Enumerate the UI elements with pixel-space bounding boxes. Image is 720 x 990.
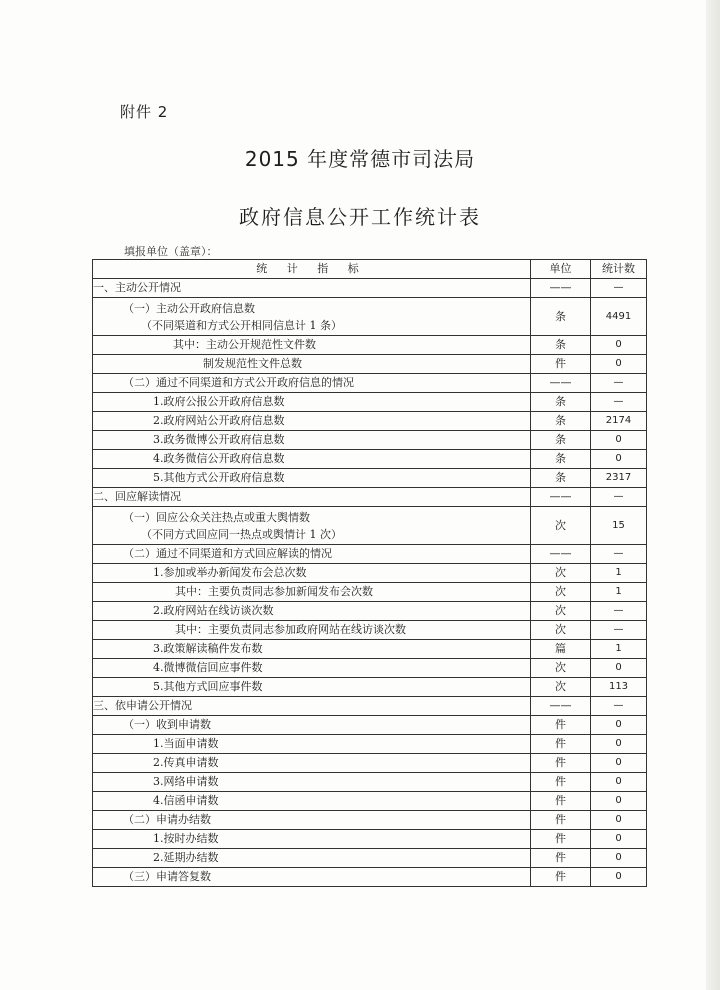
row-indicator: 2.延期办结数 <box>93 849 531 868</box>
row-indicator: 三、依申请公开情况 <box>93 697 531 716</box>
table-header-row <box>93 260 647 279</box>
table-row <box>93 298 647 336</box>
row-value: 0 <box>591 849 647 868</box>
row-indicator: 3.网络申请数 <box>93 773 531 792</box>
row-unit: 件 <box>531 735 591 754</box>
table-row <box>93 412 647 431</box>
row-indicator: 其中：主要负责同志参加政府网站在线访谈次数 <box>93 621 531 640</box>
row-value: 2174 <box>591 412 647 431</box>
row-indicator: （三）申请答复数 <box>93 868 531 887</box>
row-value: 0 <box>591 716 647 735</box>
row-unit: 条 <box>531 450 591 469</box>
row-unit: 件 <box>531 792 591 811</box>
header-unit: 单位 <box>531 260 591 279</box>
row-indicator: 3.政务微博公开政府信息数 <box>93 431 531 450</box>
row-value: 2317 <box>591 469 647 488</box>
row-value: 113 <box>591 678 647 697</box>
row-indicator: 1.参加或举办新闻发布会总次数 <box>93 564 531 583</box>
row-indicator: 2.政府网站在线访谈次数 <box>93 602 531 621</box>
row-value: 0 <box>591 830 647 849</box>
row-indicator: 1.按时办结数 <box>93 830 531 849</box>
row-indicator: 4.微博微信回应事件数 <box>93 659 531 678</box>
table-row <box>93 697 647 716</box>
row-indicator: 2.传真申请数 <box>93 754 531 773</box>
row-unit: 件 <box>531 830 591 849</box>
row-value: 0 <box>591 450 647 469</box>
row-value: 0 <box>591 792 647 811</box>
row-unit: 条 <box>531 393 591 412</box>
row-value: — <box>591 545 647 564</box>
document-title: 2015 年度常德市司法局 <box>244 147 476 171</box>
table-row <box>93 355 647 374</box>
table-row <box>93 450 647 469</box>
row-indicator: 一、主动公开情况 <box>93 279 531 298</box>
row-indicator: 其中：主要负责同志参加新闻发布会次数 <box>93 583 531 602</box>
row-value: — <box>591 393 647 412</box>
row-value: 0 <box>591 659 647 678</box>
row-unit: 件 <box>531 868 591 887</box>
row-unit: 篇 <box>531 640 591 659</box>
table-row <box>93 640 647 659</box>
row-unit: 次 <box>531 602 591 621</box>
document-subtitle: 政府信息公开工作统计表 <box>239 205 481 229</box>
row-unit: 次 <box>531 659 591 678</box>
row-unit: —— <box>531 697 591 716</box>
row-unit: 件 <box>531 811 591 830</box>
row-indicator: （二）申请办结数 <box>93 811 531 830</box>
row-unit: 件 <box>531 773 591 792</box>
table-row <box>93 374 647 393</box>
header-value: 统计数 <box>591 260 647 279</box>
table-row <box>93 716 647 735</box>
table-row <box>93 469 647 488</box>
statistics-table <box>92 259 647 887</box>
attachment-label: 附件 2 <box>120 103 169 121</box>
row-unit: 次 <box>531 564 591 583</box>
row-indicator: （一）主动公开政府信息数 （不同渠道和方式公开相同信息计 1 条） <box>93 298 531 336</box>
table-row <box>93 773 647 792</box>
filler-unit-label: 填报单位（盖章）： <box>124 245 218 258</box>
row-indicator: （一）收到申请数 <box>93 716 531 735</box>
row-unit: 条 <box>531 431 591 450</box>
header-indicator: 统 计 指 标 <box>93 260 531 279</box>
row-indicator: 5.其他方式回应事件数 <box>93 678 531 697</box>
row-unit: 件 <box>531 716 591 735</box>
table-row <box>93 792 647 811</box>
row-unit: 次 <box>531 678 591 697</box>
row-indicator: （一）回应公众关注热点或重大舆情数 （不同方式回应同一热点或舆情计 1 次） <box>93 507 531 545</box>
table-row <box>93 735 647 754</box>
table-row <box>93 488 647 507</box>
row-value: 0 <box>591 336 647 355</box>
table-row <box>93 868 647 887</box>
table-row <box>93 659 647 678</box>
table-row <box>93 279 647 298</box>
row-unit: 次 <box>531 621 591 640</box>
row-value: — <box>591 602 647 621</box>
row-indicator: 4.政务微信公开政府信息数 <box>93 450 531 469</box>
row-value: 1 <box>591 583 647 602</box>
row-indicator: 制发规范性文件总数 <box>93 355 531 374</box>
row-value: 0 <box>591 773 647 792</box>
row-value: 0 <box>591 355 647 374</box>
row-value: — <box>591 697 647 716</box>
row-value: 0 <box>591 754 647 773</box>
row-value: — <box>591 488 647 507</box>
table-row <box>93 336 647 355</box>
row-value: 0 <box>591 868 647 887</box>
row-value: 1 <box>591 640 647 659</box>
row-value: — <box>591 374 647 393</box>
table-row <box>93 754 647 773</box>
table-row <box>93 393 647 412</box>
row-value: 4491 <box>591 298 647 336</box>
row-indicator: 5.其他方式公开政府信息数 <box>93 469 531 488</box>
row-unit: 件 <box>531 849 591 868</box>
table-row <box>93 849 647 868</box>
row-indicator: 4.信函申请数 <box>93 792 531 811</box>
row-value: 0 <box>591 735 647 754</box>
table-row <box>93 811 647 830</box>
row-indicator: 1.当面申请数 <box>93 735 531 754</box>
table-row <box>93 678 647 697</box>
row-unit: 件 <box>531 754 591 773</box>
row-unit: 条 <box>531 469 591 488</box>
table-row <box>93 564 647 583</box>
row-unit: —— <box>531 488 591 507</box>
row-unit: 次 <box>531 583 591 602</box>
row-unit: 条 <box>531 298 591 336</box>
row-indicator: 3.政策解读稿件发布数 <box>93 640 531 659</box>
row-value: 15 <box>591 507 647 545</box>
row-unit: 次 <box>531 507 591 545</box>
row-value: — <box>591 279 647 298</box>
row-value: — <box>591 621 647 640</box>
row-unit: —— <box>531 374 591 393</box>
row-indicator: 其中：主动公开规范性文件数 <box>93 336 531 355</box>
row-indicator: 1.政府公报公开政府信息数 <box>93 393 531 412</box>
row-unit: —— <box>531 545 591 564</box>
row-value: 0 <box>591 431 647 450</box>
row-unit: 件 <box>531 355 591 374</box>
table-row <box>93 507 647 545</box>
row-unit: 条 <box>531 336 591 355</box>
row-unit: —— <box>531 279 591 298</box>
table-row <box>93 602 647 621</box>
row-unit: 条 <box>531 412 591 431</box>
table-row <box>93 545 647 564</box>
row-indicator: （二）通过不同渠道和方式公开政府信息的情况 <box>93 374 531 393</box>
table-row <box>93 830 647 849</box>
table-row <box>93 621 647 640</box>
row-indicator: （二）通过不同渠道和方式回应解读的情况 <box>93 545 531 564</box>
row-indicator: 2.政府网站公开政府信息数 <box>93 412 531 431</box>
table-row <box>93 431 647 450</box>
row-indicator: 二、回应解读情况 <box>93 488 531 507</box>
row-value: 1 <box>591 564 647 583</box>
table-row <box>93 583 647 602</box>
row-value: 0 <box>591 811 647 830</box>
